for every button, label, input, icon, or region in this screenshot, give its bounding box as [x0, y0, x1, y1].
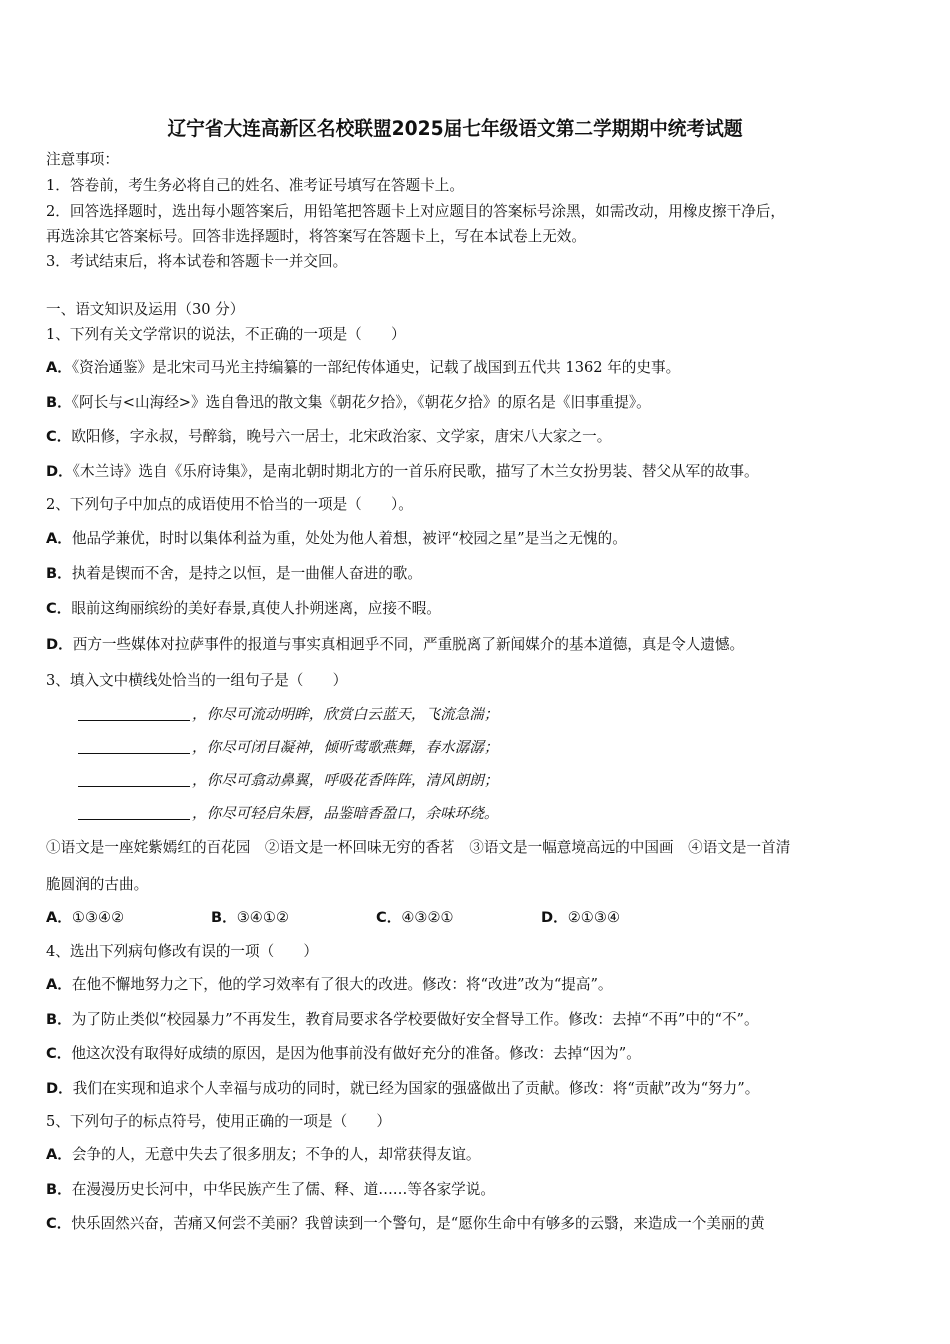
option-label: D． — [46, 636, 73, 653]
option-label: B． — [211, 909, 237, 926]
option-label: C． — [376, 909, 402, 926]
option-text: 他这次没有取得好成绩的原因，是因为他事前没有做好充分的准备。修改：去掉“因为”。 — [71, 1045, 641, 1062]
notice-item: 2．回答选择题时，选出每小题答案后，用铅笔把答题卡上对应题目的答案标号涂黑，如需改动，用橡皮擦干净后， — [46, 203, 785, 220]
notice-item: 3．考试结束后，将本试卷和答题卡一并交回。 — [46, 253, 348, 270]
q3-option-c — [376, 909, 454, 927]
section-heading: 一、语文知识及运用（30 分） — [46, 301, 245, 318]
q1-option-a — [46, 359, 680, 377]
question-1-stem: 1、下列有关文学常识的说法，不正确的一项是（ ） — [46, 326, 406, 343]
fill-line-text: ，你尽可流动明眸，欣赏白云蓝天，飞流急湍； — [192, 706, 499, 723]
option-text: 在漫漫历史长河中，中华民族产生了儒、释、道……等各家学说。 — [71, 1181, 495, 1198]
question-5-stem: 5、下列句子的标点符号，使用正确的一项是（ ） — [46, 1113, 391, 1130]
option-label: D． — [541, 909, 568, 926]
option-label: A． — [46, 1146, 72, 1163]
blank-line — [78, 739, 190, 754]
option-label: A． — [46, 359, 72, 376]
option-text: 《阿长与<山海经>》选自鲁迅的散文集《朝花夕拾》，《朝花夕拾》的原名是《旧事重提》。 — [71, 394, 651, 411]
q4-option-c — [46, 1045, 641, 1063]
option-text: 《木兰诗》选自《乐府诗集》，是南北朝时期北方的一首乐府民歌，描写了木兰女扮男装、替父从军的故事。 — [72, 463, 759, 480]
q5-option-b — [46, 1181, 495, 1199]
fill-line-text: ，你尽可翕动鼻翼，呼吸花香阵阵，清风朗朗； — [192, 772, 499, 789]
option-text: 《资治通鉴》是北宋司马光主持编纂的一部纪传体通史，记载了战国到五代共 1362 年的史事。 — [71, 359, 681, 376]
option-text: 会争的人，无意中失去了很多朋友；不争的人，却常获得友谊。 — [71, 1146, 481, 1163]
option-label: D． — [46, 1080, 73, 1097]
blank-line — [78, 805, 190, 820]
q1-option-c — [46, 428, 611, 446]
option-text: 我们在实现和追求个人幸福与成功的同时，就已经为国家的强盛做出了贡献。修改：将“贡献”改为“努力”。 — [72, 1080, 760, 1097]
notice-heading: 注意事项： — [46, 151, 119, 168]
fill-line-text: ，你尽可轻启朱唇，品鉴暗香盈口，余味环绕。 — [192, 805, 499, 822]
q1-option-b — [46, 394, 651, 412]
fill-line-text: ，你尽可闭目凝神，倾听莺歌燕舞，春水潺潺； — [192, 739, 499, 756]
option-label: A． — [46, 976, 72, 993]
q3-material: 脆圆润的古曲。 — [46, 876, 149, 893]
q3-fill-line — [78, 805, 498, 823]
option-label: A． — [46, 909, 72, 926]
exam-title: 辽宁省大连高新区名校联盟2025届七年级语文第二学期期中统考试题 — [167, 117, 743, 140]
question-2-stem: 2、下列句子中加点的成语使用不恰当的一项是（ ）。 — [46, 496, 413, 513]
q3-fill-line — [78, 772, 498, 790]
question-4-stem: 4、选出下列病句修改有误的一项（ ） — [46, 943, 318, 960]
option-label: C． — [46, 428, 72, 445]
q3-fill-line — [78, 739, 498, 757]
option-text: ③④①② — [236, 909, 290, 926]
option-text: ④③②① — [401, 909, 454, 926]
q3-material: ①语文是一座姹紫嫣红的百花园 ②语文是一杯回味无穷的香茗 ③语文是一幅意境高远的中国画 ④语文是一首清 — [46, 839, 791, 856]
option-text: 西方一些媒体对拉萨事件的报道与事实真相迥乎不同，严重脱离了新闻媒介的基本道德，真是令人遗憾。 — [72, 636, 745, 653]
option-label: B． — [46, 1011, 72, 1028]
option-label: C． — [46, 600, 72, 617]
q3-option-d — [541, 909, 620, 927]
option-label: B． — [46, 565, 72, 582]
blank-line — [78, 706, 190, 721]
question-3-stem: 3、填入文中横线处恰当的一组句子是（ ） — [46, 672, 348, 689]
option-label: B． — [46, 394, 72, 411]
notice-item: 1．答卷前，考生务必将自己的姓名、准考证号填写在答题卡上。 — [46, 177, 464, 194]
q1-option-d — [46, 463, 759, 481]
option-text: ①③④② — [71, 909, 125, 926]
q5-option-c — [46, 1215, 765, 1233]
option-label: B． — [46, 1181, 72, 1198]
option-text: ②①③④ — [567, 909, 621, 926]
option-label: C． — [46, 1215, 72, 1232]
option-text: 在他不懈地努力之下，他的学习效率有了很大的改进。修改：将“改进”改为“提高”。 — [71, 976, 613, 993]
q5-option-a — [46, 1146, 481, 1164]
option-label: D． — [46, 463, 73, 480]
option-text: 眼前这绚丽缤纷的美好春景,真使人扑朔迷离，应接不暇。 — [71, 600, 441, 617]
q3-option-b — [211, 909, 289, 927]
q3-option-a — [46, 909, 124, 927]
q2-option-b — [46, 565, 422, 583]
q2-option-a — [46, 530, 627, 548]
option-text: 为了防止类似“校园暴力”不再发生，教育局要求各学校要做好安全督导工作。修改：去掉“不再”中的“不”。 — [71, 1011, 759, 1028]
option-label: A． — [46, 530, 72, 547]
q3-fill-line — [78, 706, 498, 724]
q4-option-b — [46, 1011, 759, 1029]
q2-option-c — [46, 600, 441, 618]
option-text: 欧阳修，字永叔，号醉翁，晚号六一居士，北宋政治家、文学家，唐宋八大家之一。 — [71, 428, 612, 445]
q2-option-d — [46, 636, 744, 654]
q4-option-d — [46, 1080, 759, 1098]
option-text: 执着是锲而不舍，是持之以恒，是一曲催人奋进的歌。 — [71, 565, 422, 582]
notice-item: 再选涂其它答案标号。回答非选择题时，将答案写在答题卡上，写在本试卷上无效。 — [46, 228, 586, 245]
option-label: C． — [46, 1045, 72, 1062]
blank-line — [78, 772, 190, 787]
option-text: 快乐固然兴奋，苦痛又何尝不美丽？我曾读到一个警句，是“愿你生命中有够多的云翳，来造成一个美丽的黄 — [71, 1215, 765, 1232]
q4-option-a — [46, 976, 613, 994]
option-text: 他品学兼优，时时以集体利益为重，处处为他人着想，被评“校园之星”是当之无愧的。 — [71, 530, 627, 547]
